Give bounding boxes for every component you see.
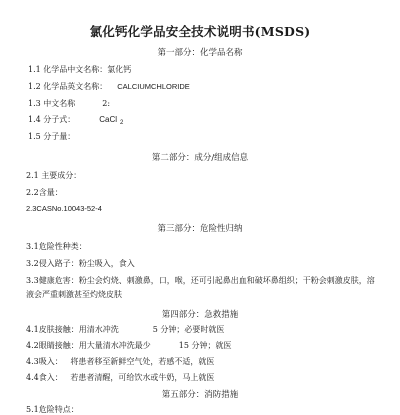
formula-value: CaCl <box>99 115 118 124</box>
line-4-4: 4.4食入： 若患者清醒，可给饮水或牛奶，马上就医 <box>26 373 215 382</box>
line-1-3 <box>28 98 376 109</box>
line-2-3-cas: 2.3CASNo.10043-52-4 <box>26 204 102 213</box>
line-4-2-b: 15 分钟；就医 <box>178 341 232 350</box>
line-1-5: 1.5 分子量： <box>28 132 76 141</box>
line-4-3: 4.3吸入： 将患者移至新鲜空气处，若感不适，就医 <box>26 357 215 366</box>
line-5-1: 5.1危险特点： <box>26 405 79 414</box>
english-name-value: CALCIUMCHLORIDE <box>117 82 190 91</box>
line-4-1-b: 5 分钟；必要时就医 <box>152 325 225 334</box>
section-2-heading: 第二部分：成分/组成信息 <box>151 153 249 163</box>
formula-subscript: 2 <box>120 120 124 126</box>
section-3-heading: 第三部分：危险性归纳 <box>157 224 243 234</box>
line-4-2-a: 4.2眼睛接触：用大量清水冲洗最少 <box>26 341 151 350</box>
line-4-1 <box>26 324 376 335</box>
line-1-3-value: 2: <box>102 99 111 108</box>
line-1-1: 1.1 化学品中文名称：氯化钙 <box>28 65 132 74</box>
line-3-3: 3.3健康危害：粉尘会灼烧、刺激鼻，口，喉，还可引起鼻出血和破坏鼻组织；干粉会刺激皮肤，溶液会严重刺激甚至灼烧皮肤 <box>26 276 375 299</box>
line-2-1: 2.1 主要成分： <box>26 171 82 180</box>
section-5-heading: 第五部分：消防措施 <box>161 390 239 400</box>
line-3-2: 3.2侵入路子：粉尘吸入，食入 <box>26 259 135 268</box>
line-1-2-label: 1.2 化学品英文名称： <box>28 82 108 91</box>
formula-label: 1.4 分子式： <box>28 115 76 124</box>
line-2-2: 2.2含量： <box>26 188 63 197</box>
line-1-4 <box>28 114 376 126</box>
line-1-3-label: 1.3 中文名称 <box>28 99 76 108</box>
section-1-heading: 第一部分：化学品名称 <box>157 48 243 58</box>
line-4-1-a: 4.1皮肤接触：用清水冲洗 <box>26 325 119 334</box>
document-title: 氯化钙化学品安全技术说明书(MSDS) <box>89 24 311 39</box>
line-1-2 <box>28 81 376 92</box>
line-3-1: 3.1危险性种类： <box>26 242 87 251</box>
section-4-heading: 第四部分：急救措施 <box>161 310 239 320</box>
line-4-2 <box>26 340 376 351</box>
